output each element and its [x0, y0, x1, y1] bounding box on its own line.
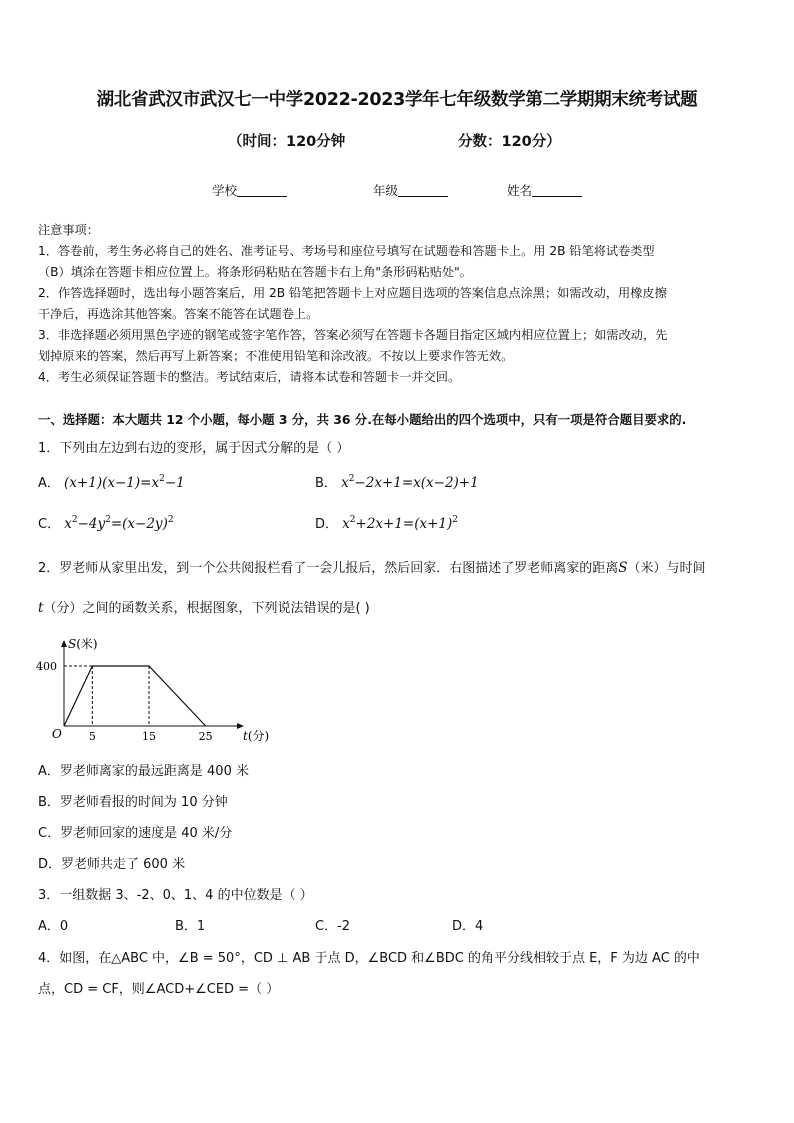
series-line — [64, 666, 206, 726]
notice-heading: 注意事项： — [38, 223, 99, 237]
exam-score: 分数：120分） — [458, 134, 561, 150]
exam-time: （时间：120分钟 — [228, 134, 346, 150]
graph-labels — [36, 636, 269, 743]
school-label: 学校 — [212, 183, 238, 198]
x-tick-label: 15 — [142, 730, 156, 743]
distance-time-graph — [30, 628, 270, 748]
q3-option-c[interactable]: C．-2 — [315, 919, 351, 934]
y-tick-label: 400 — [36, 660, 57, 673]
x-tick-label: 25 — [198, 730, 213, 743]
name-blank[interactable] — [532, 184, 582, 197]
q3-option-d[interactable]: D．4 — [452, 919, 484, 934]
origin-label: O — [52, 727, 62, 741]
q2-stem-line1: 2．罗老师从家里出发，到一个公共阅报栏看了一会儿报后，然后回家．右图描述了罗老师离家的距离S（米）与时间 — [38, 560, 706, 576]
x-axis-label: t(分) — [243, 729, 270, 743]
graph-marks — [64, 666, 206, 726]
notice-line: 干净后，再选涂其他答案。答案不能答在试题卷上。 — [38, 307, 319, 321]
notice-line: 4．考生必须保证答题卡的整洁。考试结束后，请将本试卷和答题卡一并交回。 — [38, 370, 461, 384]
exam-title: 湖北省武汉市武汉七一中学2022-2023学年七年级数学第二学期期末统考试题 — [96, 90, 698, 110]
q3-option-b[interactable]: B．1 — [175, 919, 206, 934]
q2-option-a[interactable]: A．罗老师离家的最远距离是 400 米 — [38, 764, 249, 779]
grade-blank[interactable] — [398, 184, 448, 197]
y-axis-arrow — [61, 640, 67, 647]
notice-line: 划掉原来的答案，然后再写上新答案；不准使用铅笔和涂改液。不按以上要求作答无效。 — [38, 349, 514, 363]
y-axis-label: S(米) — [68, 637, 98, 651]
grade-label: 年级 — [373, 183, 399, 198]
name-field — [507, 181, 582, 199]
q2-option-c[interactable]: C．罗老师回家的速度是 40 米/分 — [38, 826, 233, 841]
q1-option-c[interactable]: C． $x^2-4y^2=(x-2y)^2$ — [38, 515, 174, 532]
q1-option-b[interactable]: B． $x^2-2x+1=x(x-2)+1$ — [315, 474, 479, 491]
q1-option-d[interactable]: D． $x^2+2x+1=(x+1)^2$ — [315, 515, 459, 532]
graph-axes — [61, 640, 244, 729]
q4-stem-line2: 点，CD = CF，则∠ACD+∠CED =（ ） — [38, 982, 280, 997]
section-heading: 一、选择题：本大题共 12 个小题，每小题 3 分，共 36 分.在每小题给出的四个选项中，只有一项是符合题目要求的. — [38, 412, 687, 427]
q2-option-b[interactable]: B．罗老师看报的时间为 10 分钟 — [38, 795, 228, 810]
notice-line: 1．答卷前，考生务必将自己的姓名、准考证号、考场号和座位号填写在试题卷和答题卡上。用 2B 铅笔将试卷类型 — [38, 244, 655, 258]
q1-option-a[interactable]: A． $(x+1)(x-1)=x^2-1$ — [38, 474, 185, 491]
q3-option-a[interactable]: A．0 — [38, 919, 69, 934]
q2-stem-line2: t（分）之间的函数关系，根据图象，下列说法错误的是( ) — [38, 600, 370, 616]
grade-field — [373, 181, 448, 199]
notice-line: （B）填涂在答题卡相应位置上。将条形码粘贴在答题卡右上角"条形码粘贴处"。 — [38, 265, 472, 279]
name-label: 姓名 — [507, 183, 533, 198]
x-tick-label: 5 — [88, 730, 96, 743]
notice-block — [38, 220, 667, 388]
q3-stem: 3．一组数据 3、-2、0、1、4 的中位数是（ ） — [38, 888, 313, 903]
q4-stem-line1: 4．如图，在△ABC 中，∠B = 50°，CD ⊥ AB 于点 D，∠BCD 和∠BDC 的角平分线相较于点 E，F 为边 AC 的中 — [38, 951, 700, 966]
school-blank[interactable] — [237, 184, 287, 197]
q2-option-d[interactable]: D．罗老师共走了 600 米 — [38, 857, 186, 872]
notice-line: 3．非选择题必须用黑色字迹的钢笔或签字笔作答，答案必须写在答题卡各题目指定区域内相应位置上；如需改动，先 — [38, 328, 668, 342]
school-field — [212, 181, 287, 199]
q1-stem: 1．下列由左边到右边的变形，属于因式分解的是（ ） — [38, 441, 350, 456]
notice-line: 2．作答选择题时，选出每小题答案后，用 2B 铅笔把答题卡上对应题目选项的答案信息点涂黑；如需改动，用橡皮擦 — [38, 286, 667, 300]
